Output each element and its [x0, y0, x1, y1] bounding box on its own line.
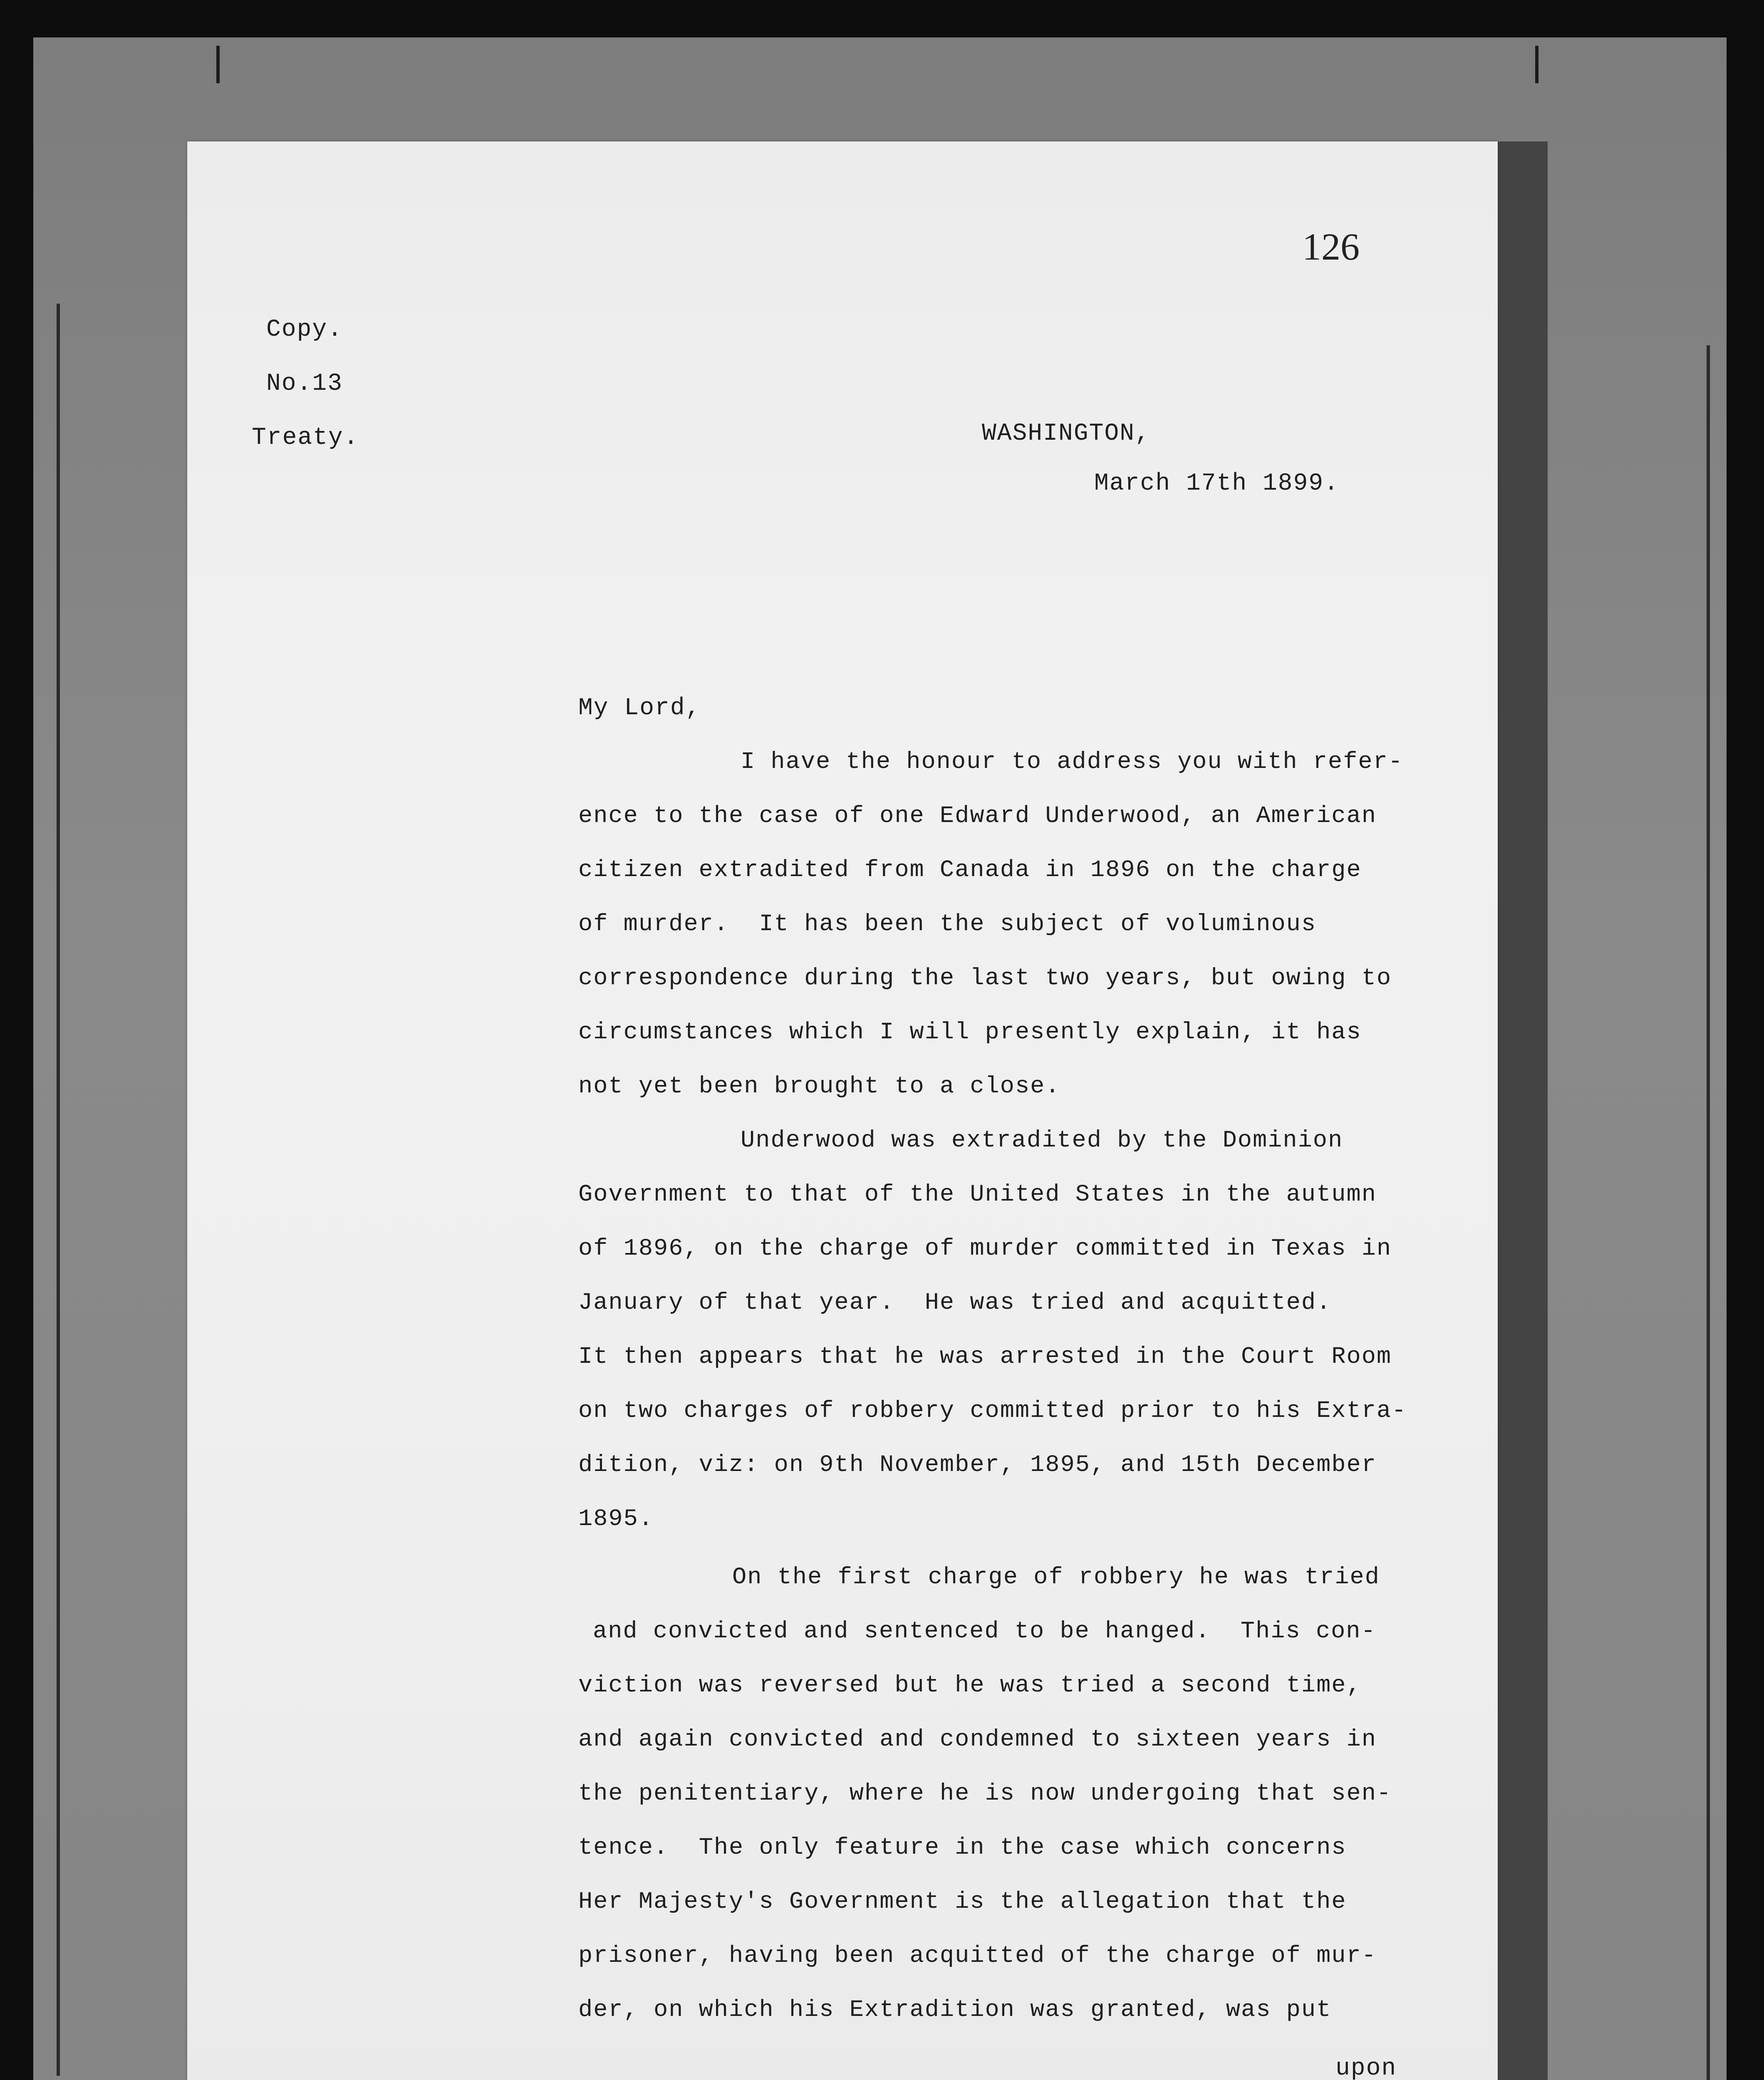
body-line: January of that year. He was tried and acquitted. — [578, 1290, 1332, 1316]
letter-place: WASHINGTON, — [982, 420, 1150, 447]
catchword: upon — [1335, 2055, 1397, 2080]
body-line: of murder. It has been the subject of voluminous — [578, 911, 1317, 938]
body-line: viction was reversed but he was tried a second time, — [578, 1672, 1362, 1699]
body-line: Underwood was extradited by the Dominion — [741, 1127, 1343, 1154]
page-number: 126 — [1302, 225, 1360, 268]
mat-edge-right — [1707, 345, 1710, 2080]
film-tick — [1535, 46, 1539, 83]
body-line: prisoner, having been acquitted of the charge of mur- — [578, 1943, 1377, 1969]
margin-note-treaty: Treaty. — [252, 424, 359, 451]
body-line: on two charges of robbery committed prior to his Extra- — [578, 1398, 1407, 1424]
body-line: correspondence during the last two years, but owing to — [578, 965, 1392, 992]
body-line: and again convicted and condemned to sixteen years in — [578, 1726, 1377, 1753]
letter-date: March 17th 1899. — [1094, 470, 1339, 497]
body-line: tence. The only feature in the case which concerns — [578, 1835, 1347, 1861]
body-line: 1895. — [578, 1506, 654, 1533]
page-shadow — [1498, 141, 1548, 2080]
body-line: Government to that of the United States in the autumn — [578, 1181, 1377, 1208]
body-line: not yet been brought to a close. — [578, 1073, 1060, 1100]
mat-edge-left — [57, 304, 60, 2076]
body-line: and convicted and sentenced to be hanged. This con- — [593, 1618, 1376, 1645]
body-line: of 1896, on the charge of murder committed in Texas in — [578, 1236, 1392, 1262]
body-line: der, on which his Extradition was granted, was put — [578, 1997, 1332, 2023]
margin-note-copy: Copy. — [266, 316, 343, 343]
body-line: ence to the case of one Edward Underwood, an American — [578, 803, 1377, 830]
body-line: It then appears that he was arrested in the Court Room — [578, 1344, 1392, 1370]
margin-note-number: No.13 — [266, 370, 343, 397]
body-line: dition, viz: on 9th November, 1895, and 15th December — [578, 1452, 1377, 1478]
body-line: Her Majesty's Government is the allegation that the — [578, 1889, 1347, 1915]
body-line: I have the honour to address you with refer- — [741, 749, 1404, 775]
body-line: citizen extradited from Canada in 1896 on the charge — [578, 857, 1362, 884]
salutation: My Lord, — [578, 695, 701, 722]
body-line: On the first charge of robbery he was tried — [732, 1564, 1380, 1591]
film-tick — [216, 46, 220, 83]
body-line: the penitentiary, where he is now undergoing that sen- — [578, 1780, 1392, 1807]
body-line: circumstances which I will presently explain, it has — [578, 1019, 1362, 1046]
